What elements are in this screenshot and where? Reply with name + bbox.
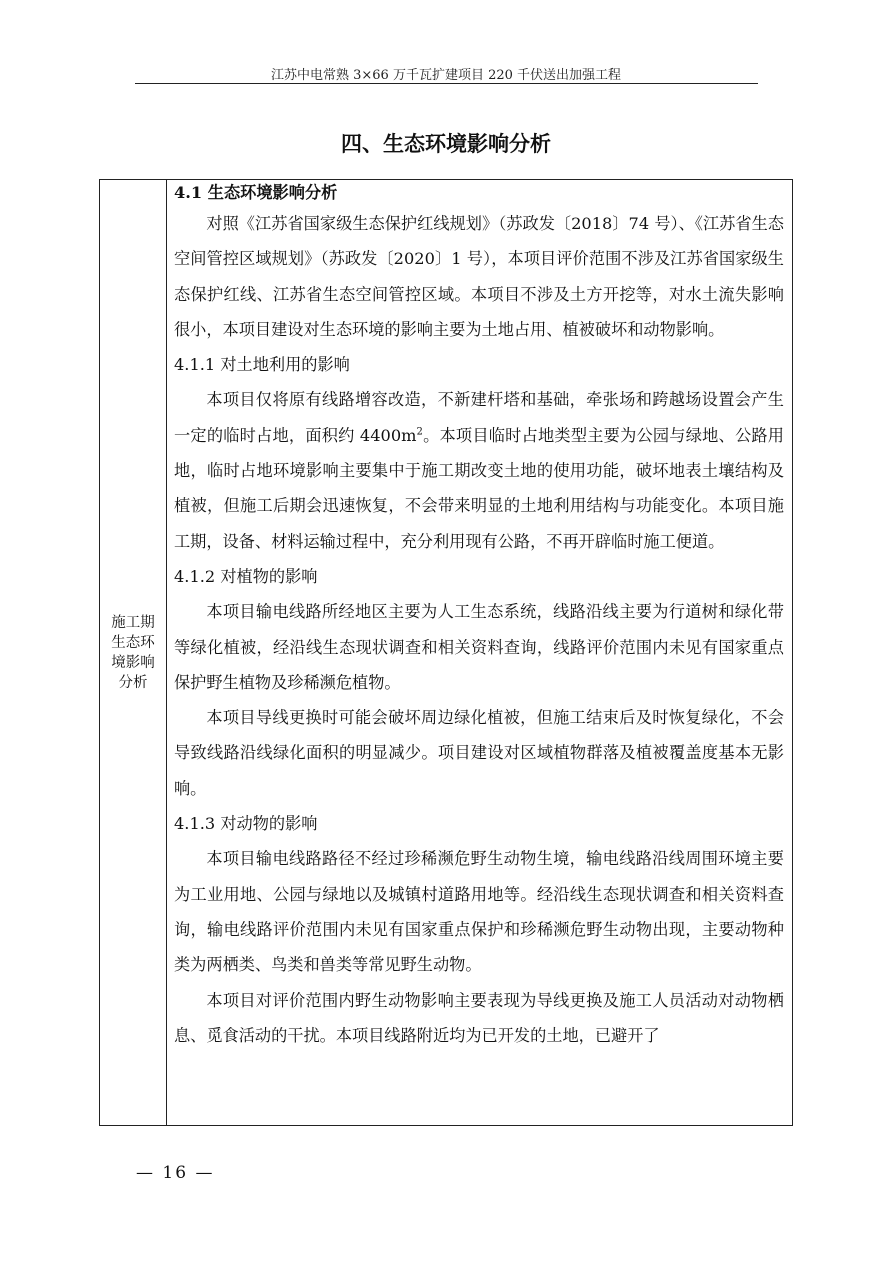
page-number: — 16 — [136,1163,215,1183]
subsection-heading-land: 4.1.1 对土地利用的影响 [174,355,350,375]
page-title: 四、生态环境影响分析 [341,132,551,156]
row-label-line: 分析 [118,675,148,691]
subsection-heading-animals: 4.1.3 对动物的影响 [174,814,318,834]
animals-paragraph-2: 本项目对评价范围内野生动物影响主要表现为导线更换及施工人员活动对动物栖息、觅食活动的干扰。本项目线路附近均为已开发的土地，已避开了 [174,990,784,1045]
plants-paragraph-1: 本项目输电线路所经地区主要为人工生态系统，线路沿线主要为行道树和绿化带等绿化植被，经沿线生态现状调查和相关资料查询，线路评价范围内未见有国家重点保护野生植物及珍稀濒危植物。 [174,602,784,692]
area-unit-superscript: 2 [416,426,423,438]
analysis-table [99,179,793,1126]
animals-paragraph-1: 本项目输电线路路径不经过珍稀濒危野生动物生境，输电线路沿线周围环境主要为工业用地、公园与绿地以及城镇村道路用地等。经沿线生态现状调查和相关资料查询，输电线路评价范围内未见有国家重点保护和珍稀濒危野生动物出现，主要动物种类为两栖类、鸟类和兽类等常见野生动物。 [174,849,784,975]
land-use-paragraph [174,382,784,558]
intro-paragraph: 对照《江苏省国家级生态保护红线规划》（苏政发〔2018〕74 号）、《江苏省生态空间管控区域规划》（苏政发〔2020〕1 号），本项目评价范围不涉及江苏省国家级生态保护红线、江苏省生态空间管控区域。本项目不涉及土方开挖等，对水土流失影响很小，本项目建设对生态环境的影响主要为土地占用、植被破坏和动物影响。 [174,214,784,339]
table-content [174,180,784,1053]
land-use-text-a: 本项目仅将原有线路增容改造，不新建杆塔和基础，牵张场和跨越场设置会产生一定的临时占地，面积约 4400m [174,390,784,445]
section-heading: 4.1 生态环境影响分析 [174,183,338,202]
row-label-line: 生态环 [111,635,155,651]
header-rule [135,83,758,84]
column-divider [166,180,167,1125]
plants-paragraph-2: 本项目导线更换时可能会破坏周边绿化植被，但施工结束后及时恢复绿化，不会导致线路沿线绿化面积的明显减少。项目建设对区域植物群落及植被覆盖度基本无影响。 [174,708,784,798]
row-label-line: 境影响 [111,655,155,671]
row-label-line: 施工期 [111,615,155,631]
running-header: 江苏中电常熟 3×66 万千瓦扩建项目 220 千伏送出加强工程 [270,68,622,83]
subsection-heading-plants: 4.1.2 对植物的影响 [174,566,318,586]
land-use-text-b: 。本项目临时占地类型主要为公园与绿地、公路用地，临时占地环境影响主要集中于施工期改变土地的使用功能，破坏地表土壤结构及植被，但施工后期会迅速恢复，不会带来明显的土地利用结构与功能变化。本项目施工期，设备、材料运输过程中，充分利用现有公路，不再开辟临时施工便道。 [174,425,784,551]
row-label [102,613,164,693]
